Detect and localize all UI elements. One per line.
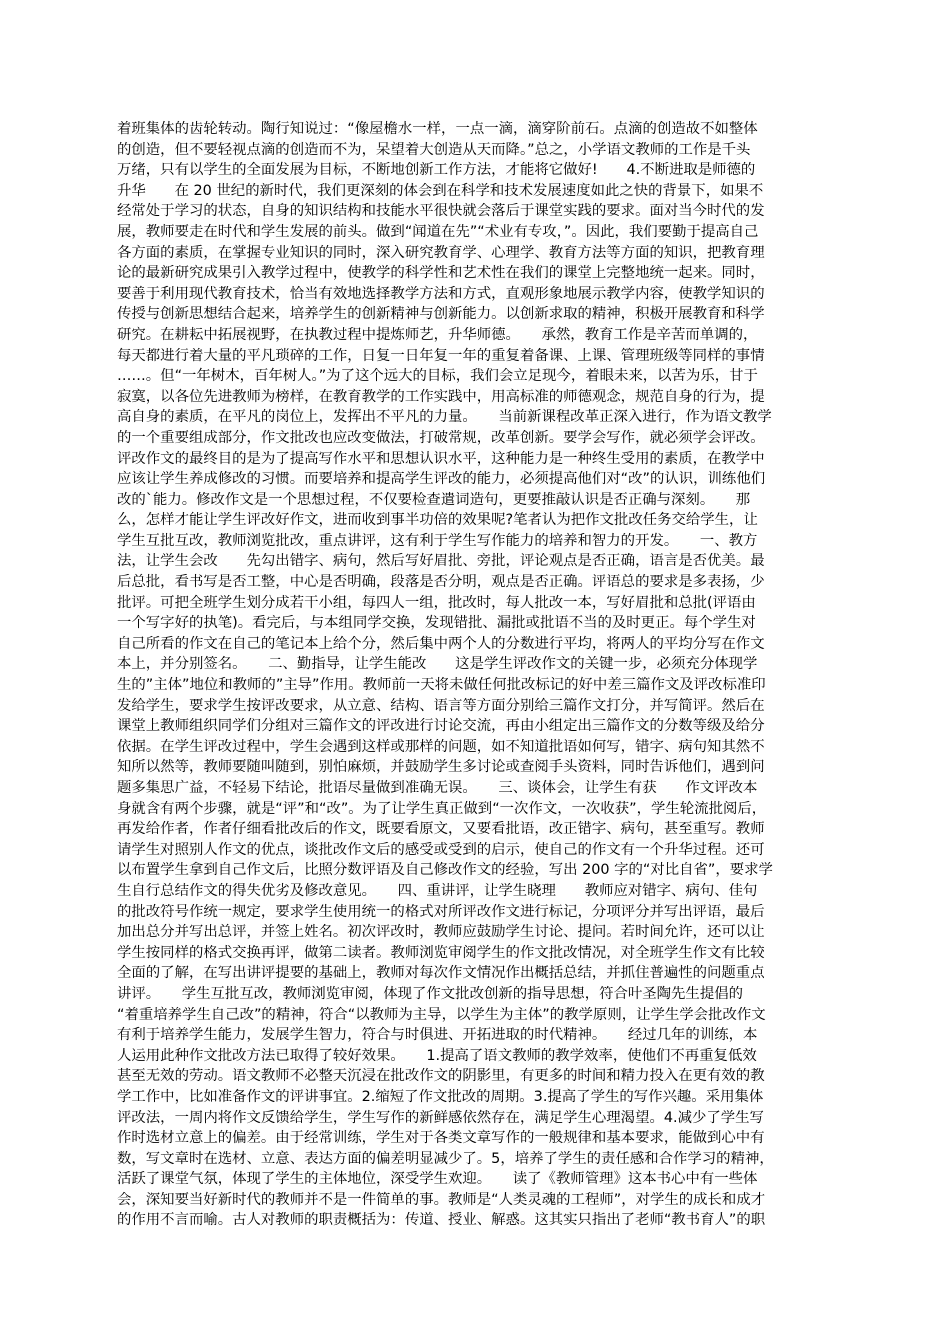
body-text	[117, 119, 840, 1231]
text-line: 加出总分并写出总评，并签上姓名。初次评改时，教师应鼓励学生讨论、提问。若时间允许，还可以让	[117, 924, 765, 941]
text-line: 应该让学生养成修改的习惯。而要培养和提高学生评改的能力，必须提高他们对“改”的认识，训练他们	[117, 471, 766, 488]
text-line: 课堂上教师组织同学们分组对三篇作文的评改进行讨论交流，再由小组定出三篇作文的分数等级及给分	[117, 718, 765, 735]
text-line: 生的”主体”地位和教师的”主导”作用。教师前一天将未做任何批改标记的好中差三篇作文及评改标准印	[117, 677, 766, 694]
text-line: 批评。可把全班学生划分成若干小组，每四人一组，批改时，每人批改一本，写好眉批和总批(评语由	[117, 594, 756, 611]
text-line: 生自行总结作文的得失优劣及修改意见。 四、重讲评，让学生晓理 教师应对错字、病句、佳句	[117, 882, 758, 899]
text-line: 寂寞，以各位先进教师为榜样，在教育教学的工作实践中，用高标准的师德观念，规范自身的行为，提	[117, 388, 765, 405]
text-line: 依据。在学生评改过程中，学生会遇到这样或那样的问题，如不知道批语如何写，错字、病句知其然不	[117, 738, 765, 755]
text-line: 以布置学生拿到自己作文后，比照分数评语及自己修改作文的经验，写出 200 字的“对比自省”，要求学	[117, 862, 773, 879]
text-line: 全面的了解，在写出讲评提要的基础上，教师对每次作文情况作出概括总结，并抓住普遍性的问题重点	[117, 965, 765, 982]
text-line: 再发给作者，作者仔细看批改后的作文，既要看原文，又要看批语，改正错字、病句，甚至重写。教师	[117, 821, 765, 838]
text-line: 评改法，一周内将作文反馈给学生，学生写作的新鲜感依然存在，满足学生心理渴望。4.减少了学生写	[117, 1109, 764, 1126]
text-line: 题多集思广益，不轻易下结论，批语尽量做到准确无误。 三、谈体会，让学生有获 作文评改本	[117, 780, 758, 796]
text-line: 身就含有两个步骤，就是“评”和“改”。为了让学生真正做到“一次作文，一次收获”，学生轮流批阅后，	[117, 800, 767, 817]
text-line: 论的最新研究成果引入教学过程中，使教学的科学性和艺术性在我们的课堂上完整地统一起来。同时，	[117, 265, 765, 282]
text-line: 知所以然等，教师要随叫随到，别怕麻烦，并鼓励学生多讨论或查阅手头资料，同时告诉他们，遇到问	[117, 759, 765, 776]
text-line: 请学生对照别人作文的优点，谈批改作文后的感受或受到的启示，使自己的作文有一个升华过程。还可	[117, 841, 765, 858]
text-line: 讲评。 学生互批互改，教师浏览审阅，体现了作文批改创新的指导思想，符合叶圣陶先生提倡的	[117, 985, 743, 1002]
text-line: 会，深知要当好新时代的教师并不是一件简单的事。教师是“人类灵魂的工程师”，对学生的成长和成才	[117, 1191, 766, 1208]
text-line: 的创造，但不要轻视点滴的创造而不为，呆望着大创造从天而降。”总之，小学语文教师的工作是千头	[117, 141, 751, 158]
text-line: 评改作文的最终目的是为了提高写作水平和思想认识水平，这种能力是一种终生受用的素质，在教学中	[117, 450, 765, 467]
text-line: ……。但“一年树木，百年树人。”为了这个远大的目标，我们会立足现今，着眼未来，以苦为乐，甘于	[117, 368, 758, 385]
text-line: 学生按同样的格式交换再评，做第二读者。教师浏览审阅学生的作文批改情况，对全班学生作文有比较	[117, 944, 765, 961]
text-line: 的批改符号作统一规定，要求学生使用统一的格式对所评改作文进行标记，分项评分并写出评语，最后	[117, 903, 765, 920]
text-line: 万绪，只有以学生的全面发展为目标，不断地创新工作方法，才能将它做好! 4.不断进取是师德的	[117, 162, 756, 179]
text-line: 后总批，看书写是否工整，中心是否明确，段落是否分明，观点是否正确。评语总的要求是多表扬，少	[117, 574, 765, 591]
text-line: 法，让学生会改 先勾出错字、病句，然后写好眉批、旁批，评论观点是否正确，语言是否优美。最	[117, 553, 765, 570]
text-line: 各方面的素质，在掌握专业知识的同时，深入研究教育学、心理学、教育方法等方面的知识，把教育理	[117, 244, 765, 261]
text-line: 人运用此种作文批改方法已取得了较好效果。 1.提高了语文教师的教学效率，使他们不再重复低效	[117, 1047, 757, 1064]
text-line: 甚至无效的劳动。语文教师不必整天沉浸在批改作文的阴影里，有更多的时间和精力投入在更有效的教	[117, 1068, 765, 1085]
text-line: 高自身的素质，在平凡的岗位上，发挥出不平凡的力量。 当前新课程改革正深入进行，作为语文教学	[117, 409, 772, 426]
text-line: 学工作中，比如准备作文的评讲事宜。2.缩短了作文批改的周期。3.提高了学生的写作兴趣。采用集体	[117, 1088, 764, 1105]
text-line: 有利于培养学生能力，发展学生智力，符合与时俱进、开拓进取的时代精神。 经过几年的训练，本	[117, 1027, 758, 1044]
text-line: 学生互批互改，教师浏览批改，重点讲评，这有利于学生写作能力的培养和智力的开发。 一、教方	[117, 532, 758, 549]
text-line: 发给学生，要求学生按评改要求，从立意、结构、语言等方面分别给三篇作文打分，并写简评。然后在	[117, 697, 765, 714]
text-line: 着班集体的齿轮转动。陶行知说过：“像屋檐水一样，一点一滴，滴穿阶前石。点滴的创造故不如整体	[117, 121, 758, 137]
text-line: 一个写字好的执笔)。看完后，与本组同学交换，发现错批、漏批或批语不当的及时更正。每个学生对	[117, 615, 756, 632]
text-line: 每天都进行着大量的平凡琐碎的工作，日复一日年复一年的重复着备课、上课、管理班级等同样的事情	[117, 347, 765, 364]
text-line: 的作用不言而喻。古人对教师的职责概括为：传道、授业、解惑。这其实只指出了老师“教书育人”的职	[117, 1212, 766, 1229]
text-line: 么，怎样才能让学生评改好作文，进而收到事半功倍的效果呢?笔者认为把作文批改任务交给学生，让	[117, 512, 758, 529]
text-line: 要善于利用现代教育技术，恰当有效地选择教学方法和方式，直观形象地展示教学内容，使教学知识的	[117, 285, 765, 302]
text-line: 的一个重要组成部分，作文批改也应改变做法，打破常规，改革创新。要学会写作，就必须学会评改。	[117, 429, 765, 446]
text-line: 本上，并分别签名。 二、勤指导，让学生能改 这是学生评改作文的关键一步，必须充分体现学	[117, 656, 758, 673]
text-line: 经常处于学习的状态，自身的知识结构和技能水平很快就会落后于课堂实践的要求。面对当今时代的发	[117, 203, 765, 220]
text-line: 研究。在耕耘中拓展视野，在执教过程中提炼师艺，升华师德。 承然，教育工作是辛苦而单调的，	[117, 326, 758, 343]
text-line: 自己所看的作文在自己的笔记本上给个分，然后集中两个人的分数进行平均，将两人的平均分写在作文	[117, 635, 765, 652]
text-line: 升华 在 20 世纪的新时代，我们更深刻的体会到在科学和技术发展速度如此之快的背景下，如果不	[117, 182, 764, 199]
text-line: 改的`能力。修改作文是一个思想过程，不仅要检查遣词造句，更要推敲认识是否正确与深刻。 那	[117, 491, 751, 508]
text-line: 展，教师要走在时代和学生发展的前头。做到“闻道在先”“术业有专攻，”。因此，我们要勤于提高自己	[117, 223, 759, 240]
text-line: 数，写文章时在选材、立意、表达方面的偏差明显减少了。5，培养了学生的责任感和合作学习的精神，	[117, 1150, 774, 1167]
text-line: 活跃了课堂气氛，体现了学生的主体地位，深受学生欢迎。 读了《教师管理》这本书心中有一些体	[117, 1171, 758, 1188]
text-line: “着重培养学生自己改”的精神，符合“以教师为主导，以学生为主体”的教学原则，让学生学会批改作文	[117, 1006, 766, 1023]
text-line: 作时选材立意上的偏差。由于经常训练，学生对于各类文章写作的一般规律和基本要求，能做到心中有	[117, 1130, 765, 1147]
text-line: 传授与创新思想结合起来，培养学生的创新精神与创新能力。以创新求取的精神，积极开展教育和科学	[117, 306, 765, 323]
